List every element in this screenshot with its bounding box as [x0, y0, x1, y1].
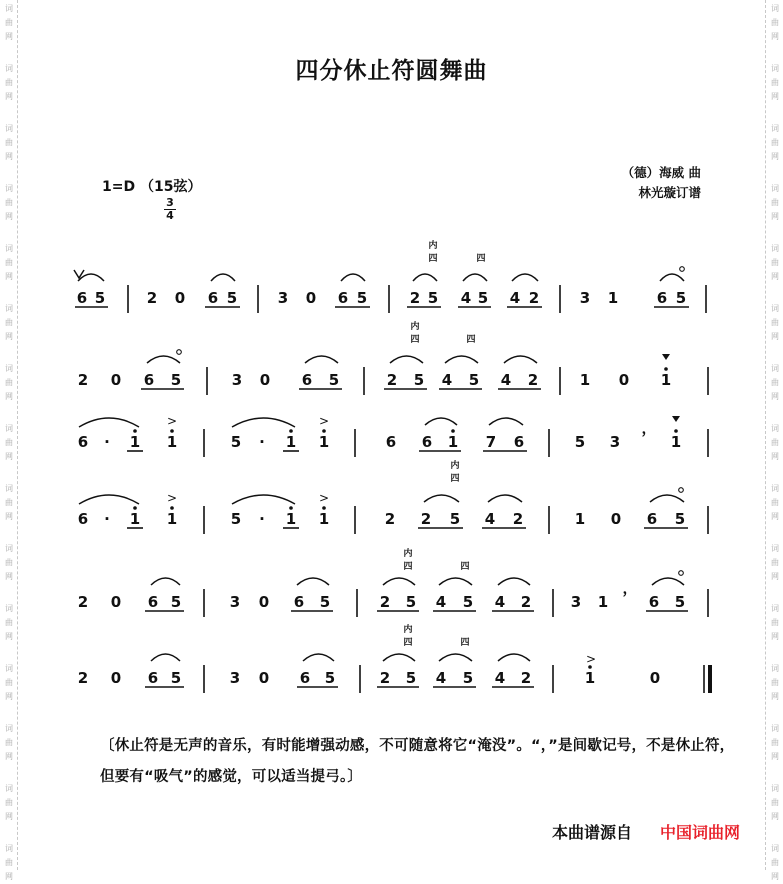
- note: 5: [675, 289, 687, 307]
- note: 5: [324, 669, 336, 687]
- note: 0: [610, 510, 622, 528]
- fingering-inner: 内: [403, 625, 413, 635]
- watermark-text: 词 曲 网: [5, 244, 13, 281]
- fingering-four: 四: [428, 254, 438, 264]
- note: 5: [674, 593, 686, 611]
- note: 0: [258, 593, 270, 611]
- meter-top: 3: [166, 196, 174, 209]
- note: 2: [384, 510, 396, 528]
- slur-arc: [147, 356, 180, 363]
- note: 5: [405, 593, 417, 611]
- slur-arc: [439, 578, 472, 585]
- note: 3: [609, 433, 621, 451]
- watermark-text: 词 曲 网: [771, 664, 779, 701]
- note: 6: [143, 371, 155, 389]
- watermark-text: 词 曲 网: [5, 784, 13, 821]
- note: 2: [409, 289, 421, 307]
- slur-arc: [383, 578, 415, 585]
- note: 4: [500, 371, 512, 389]
- note: 2: [520, 593, 532, 611]
- watermark-text: 词 曲 网: [771, 364, 779, 401]
- note: 6: [77, 433, 89, 451]
- watermark-text: 词 曲 网: [771, 184, 779, 221]
- fingering-four: 四: [403, 638, 413, 648]
- note: 5: [94, 289, 106, 307]
- watermark-text: 词 曲 网: [5, 184, 13, 221]
- note: 4: [509, 289, 521, 307]
- note: 2: [520, 669, 532, 687]
- note: 2: [512, 510, 524, 528]
- fingering-four: 四: [410, 335, 420, 345]
- fingering-four: 四: [476, 254, 486, 264]
- high-octave-dot: [664, 367, 668, 371]
- note: 6: [207, 289, 219, 307]
- note: 1: [285, 510, 297, 528]
- note: 0: [305, 289, 317, 307]
- accent-mark: >: [318, 414, 330, 428]
- note: ·: [259, 433, 265, 451]
- watermark-text: 词 曲 网: [771, 304, 779, 341]
- high-octave-dot: [133, 429, 137, 433]
- slur-arc: [489, 418, 523, 425]
- note: 5: [170, 593, 182, 611]
- fingering-four: 四: [460, 638, 470, 648]
- note: 0: [110, 593, 122, 611]
- composer-credit: （德）海威 曲: [621, 165, 701, 180]
- note: 4: [484, 510, 496, 528]
- harmonic-circle: [680, 267, 685, 272]
- note: 5: [328, 371, 340, 389]
- note: 1: [166, 433, 178, 451]
- note: 3: [229, 669, 241, 687]
- watermark-text: 词 曲 网: [5, 304, 13, 341]
- note: ·: [259, 510, 265, 528]
- slur-arc: [383, 654, 415, 661]
- slur-arc: [498, 578, 530, 585]
- note: 0: [259, 371, 271, 389]
- note: 1: [574, 510, 586, 528]
- note: 3: [579, 289, 591, 307]
- watermark-text: 词 曲 网: [5, 124, 13, 161]
- note: 6: [299, 669, 311, 687]
- meter-bottom: 4: [166, 209, 174, 222]
- harmonic-circle: [679, 488, 684, 493]
- slur-arc: [498, 654, 530, 661]
- high-octave-dot: [289, 506, 293, 510]
- note: 1: [670, 433, 682, 451]
- slur-arc: [341, 274, 365, 281]
- note: 4: [494, 593, 506, 611]
- watermark-text: 词 曲 网: [771, 4, 779, 41]
- slur-arc: [504, 356, 537, 363]
- slur-arc: [445, 356, 478, 363]
- watermark-text: 词 曲 网: [771, 244, 779, 281]
- watermark-text: 词 曲 网: [771, 544, 779, 581]
- note: 2: [420, 510, 432, 528]
- note: 5: [427, 289, 439, 307]
- slur-arc: [390, 356, 423, 363]
- staccato-mark: [662, 354, 670, 360]
- key-signature: 1=D （15弦）: [102, 179, 202, 195]
- high-octave-dot: [289, 429, 293, 433]
- slur-arc: [488, 495, 522, 502]
- high-octave-dot: [322, 429, 326, 433]
- slur-arc: [151, 654, 180, 661]
- note: 6: [77, 510, 89, 528]
- note: 0: [649, 669, 661, 687]
- note: 0: [174, 289, 186, 307]
- note: 6: [385, 433, 397, 451]
- slur-arc: [78, 274, 104, 281]
- accent-mark: >: [585, 652, 597, 666]
- watermark-text: 词 曲 网: [5, 844, 13, 881]
- slur-arc: [463, 274, 487, 281]
- watermark-text: 词 曲 网: [5, 424, 13, 461]
- slur-arc: [413, 274, 437, 281]
- performance-note: 〔休止符是无声的音乐，有时能增强动感，不可随意将它“淹没”。“，”是间歇记号，不是休止符，但要有“吸气”的感觉，可以适当提弓。〕: [100, 738, 735, 785]
- note: 5: [230, 433, 242, 451]
- fingering-four: 四: [466, 335, 476, 345]
- watermark-text: 词 曲 网: [771, 604, 779, 641]
- accent-mark: >: [166, 491, 178, 505]
- note: 4: [435, 669, 447, 687]
- slur-arc: [79, 418, 139, 427]
- staccato-mark: [672, 416, 680, 422]
- note: 6: [648, 593, 660, 611]
- note: 6: [147, 669, 159, 687]
- note: 4: [435, 593, 447, 611]
- high-octave-dot: [133, 506, 137, 510]
- note: 1: [318, 433, 330, 451]
- slur-arc: [305, 356, 338, 363]
- note: 7: [485, 433, 497, 451]
- note: 6: [646, 510, 658, 528]
- watermark-text: 词 曲 网: [5, 64, 13, 101]
- fingering-inner: 内: [428, 241, 438, 251]
- note: 3: [231, 371, 243, 389]
- note: 3: [277, 289, 289, 307]
- source-label: 本曲谱源自: [552, 823, 633, 842]
- note: 2: [77, 593, 89, 611]
- watermark-text: 词 曲 网: [771, 124, 779, 161]
- note: 6: [513, 433, 525, 451]
- watermark-text: 词 曲 网: [5, 4, 13, 41]
- high-octave-dot: [451, 429, 455, 433]
- note: 2: [527, 371, 539, 389]
- note: 6: [421, 433, 433, 451]
- watermark-text: 词 曲 网: [5, 484, 13, 521]
- note: 2: [77, 669, 89, 687]
- note: 0: [110, 669, 122, 687]
- slur-arc: [424, 495, 459, 502]
- high-octave-dot: [322, 506, 326, 510]
- fingering-four: 四: [450, 474, 460, 484]
- high-octave-dot: [674, 429, 678, 433]
- note: 5: [356, 289, 368, 307]
- note: 6: [337, 289, 349, 307]
- note: ·: [104, 433, 110, 451]
- note: 5: [468, 371, 480, 389]
- slur-arc: [512, 274, 538, 281]
- note: 2: [379, 593, 391, 611]
- note: 1: [584, 669, 596, 687]
- slur-arc: [439, 654, 472, 661]
- note: 3: [570, 593, 582, 611]
- accent-mark: >: [318, 491, 330, 505]
- note: 5: [170, 669, 182, 687]
- note: 0: [110, 371, 122, 389]
- note: 5: [319, 593, 331, 611]
- note: 1: [447, 433, 459, 451]
- note: 1: [607, 289, 619, 307]
- slur-arc: [232, 495, 295, 504]
- note: 3: [229, 593, 241, 611]
- breath-mark: ，: [641, 419, 657, 437]
- slur-arc: [425, 418, 457, 425]
- accent-mark: >: [166, 414, 178, 428]
- note: 0: [258, 669, 270, 687]
- note: 1: [579, 371, 591, 389]
- page-title: 四分休止符圆舞曲: [295, 58, 488, 84]
- watermark-text: 词 曲 网: [5, 544, 13, 581]
- watermark-text: 词 曲 网: [771, 64, 779, 101]
- slur-arc: [297, 578, 329, 585]
- note: 2: [77, 371, 89, 389]
- watermark-text: 词 曲 网: [5, 724, 13, 761]
- fingering-four: 四: [460, 562, 470, 572]
- slur-arc: [652, 578, 684, 585]
- note: 1: [285, 433, 297, 451]
- note: 4: [494, 669, 506, 687]
- note: 6: [301, 371, 313, 389]
- note: 2: [146, 289, 158, 307]
- note: 5: [574, 433, 586, 451]
- note: 5: [170, 371, 182, 389]
- note: 5: [674, 510, 686, 528]
- slur-arc: [660, 274, 684, 281]
- note: 0: [618, 371, 630, 389]
- fingering-inner: 内: [403, 549, 413, 559]
- watermark-text: 词 曲 网: [771, 484, 779, 521]
- note: 2: [528, 289, 540, 307]
- watermark-text: 词 曲 网: [5, 604, 13, 641]
- note: 5: [405, 669, 417, 687]
- note: 6: [293, 593, 305, 611]
- slur-arc: [303, 654, 334, 661]
- note: 1: [129, 433, 141, 451]
- note: 5: [477, 289, 489, 307]
- slur-arc: [211, 274, 235, 281]
- note: 5: [413, 371, 425, 389]
- note: 4: [460, 289, 472, 307]
- watermark-text: 词 曲 网: [771, 844, 779, 881]
- watermark-text: 词 曲 网: [5, 364, 13, 401]
- note: 5: [462, 669, 474, 687]
- watermark-text: 词 曲 网: [771, 424, 779, 461]
- slur-arc: [151, 578, 180, 585]
- breath-mark: ，: [622, 579, 638, 597]
- note: ·: [104, 510, 110, 528]
- note: 5: [462, 593, 474, 611]
- fingering-four: 四: [403, 562, 413, 572]
- watermark-text: 词 曲 网: [771, 724, 779, 761]
- note: 2: [386, 371, 398, 389]
- high-octave-dot: [170, 506, 174, 510]
- watermark-text: 词 曲 网: [5, 664, 13, 701]
- harmonic-circle: [679, 571, 684, 576]
- source-site: 中国词曲网: [660, 823, 741, 842]
- note: 6: [656, 289, 668, 307]
- harmonic-circle: [177, 350, 182, 355]
- note: 1: [597, 593, 609, 611]
- note: 6: [76, 289, 88, 307]
- fingering-inner: 内: [410, 322, 420, 332]
- note: 1: [166, 510, 178, 528]
- note: 6: [147, 593, 159, 611]
- fingering-inner: 内: [450, 461, 460, 471]
- note: 2: [379, 669, 391, 687]
- note: 5: [449, 510, 461, 528]
- arranger-credit: 林光璇订谱: [638, 185, 701, 200]
- note: 1: [660, 371, 672, 389]
- note: 5: [226, 289, 238, 307]
- slur-arc: [232, 418, 295, 427]
- note: 5: [230, 510, 242, 528]
- watermark-text: 词 曲 网: [771, 784, 779, 821]
- slur-arc: [79, 495, 139, 504]
- high-octave-dot: [170, 429, 174, 433]
- note: 1: [129, 510, 141, 528]
- note: 1: [318, 510, 330, 528]
- note: 4: [441, 371, 453, 389]
- slur-arc: [650, 495, 684, 502]
